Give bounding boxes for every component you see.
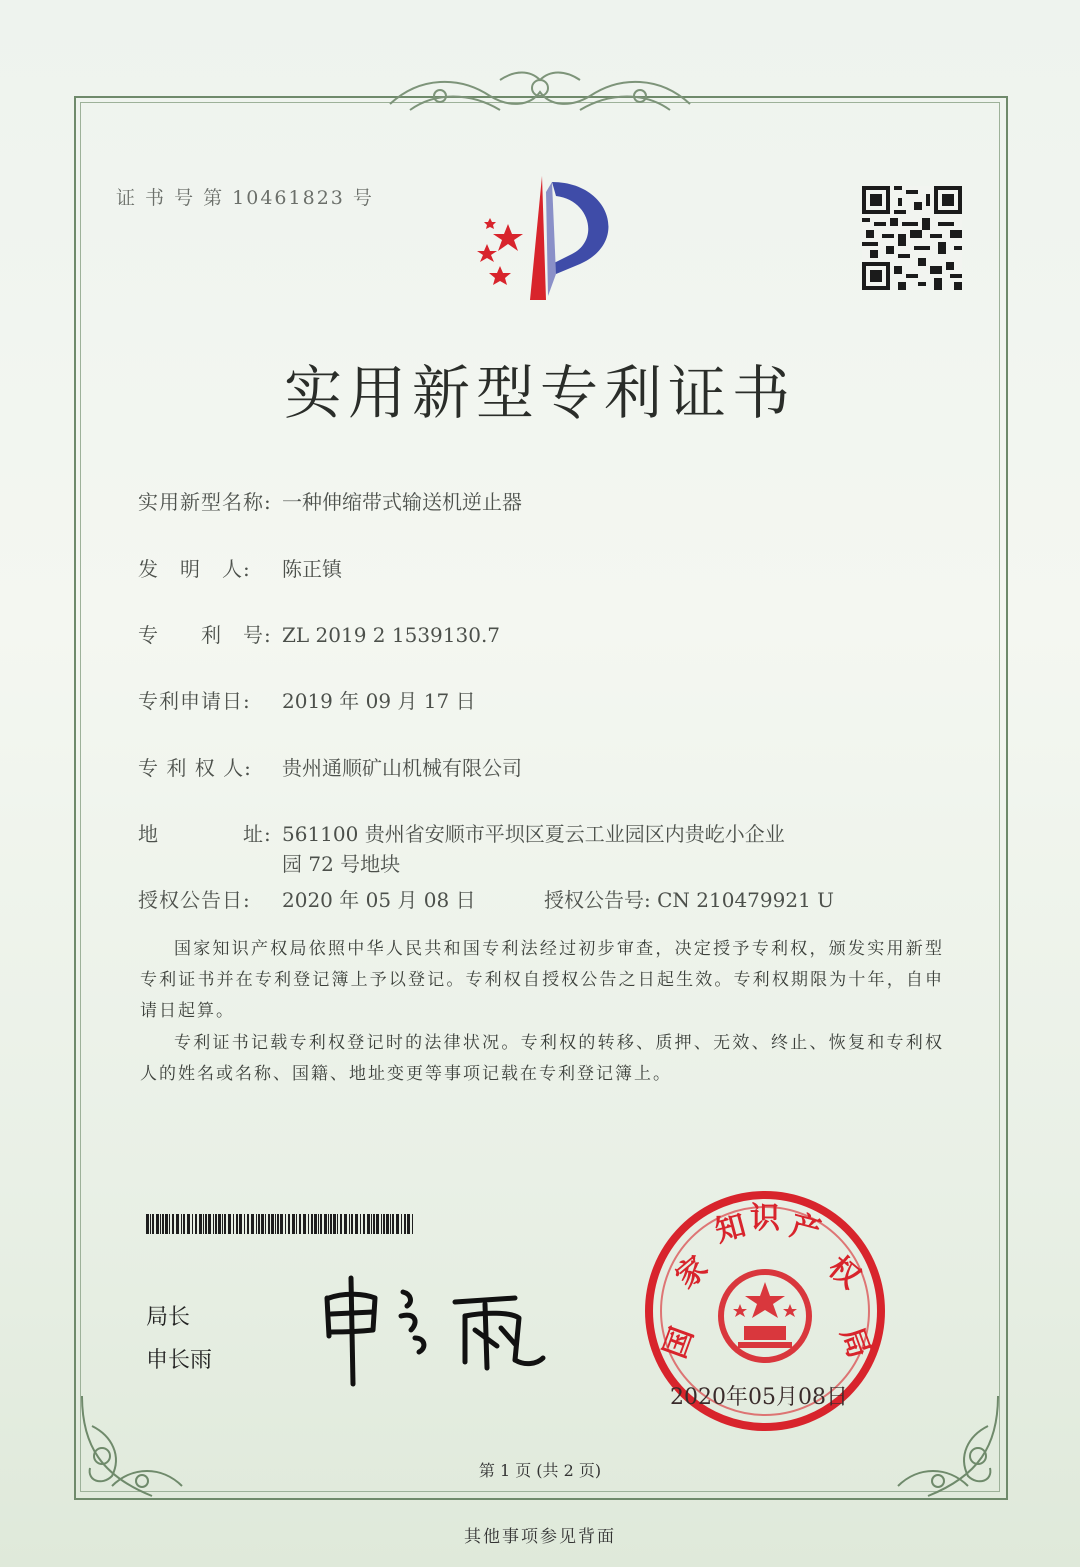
field-value: 一种伸缩带式输送机逆止器: [282, 490, 522, 514]
corner-ornament-right: [888, 1386, 1008, 1506]
corner-ornament-left: [72, 1386, 192, 1506]
field-label: 实用新型名称:: [138, 490, 272, 514]
field-label: 地 址:: [138, 822, 272, 846]
certificate-title: 实用新型专利证书: [283, 359, 796, 427]
director-signature: [315, 1272, 555, 1390]
field-patent-number: [138, 619, 500, 648]
field-label: 专利申请日:: [138, 689, 251, 713]
field-label: 发 明 人:: [138, 557, 251, 581]
field-value: 561100 贵州省安顺市平坝区夏云工业园区内贵屹小企业: [282, 822, 785, 846]
svg-text:国: 国: [657, 1322, 701, 1363]
svg-text:产: 产: [786, 1208, 825, 1250]
field-value: 贵州通顺矿山机械有限公司: [282, 756, 522, 780]
director-name: 申长雨: [146, 1348, 213, 1373]
field-value: 2020 年 05 月 08 日: [282, 888, 476, 912]
director-title: 局长: [146, 1305, 191, 1330]
top-ornament: [380, 66, 700, 128]
field-grant-number: [544, 884, 834, 913]
svg-text:权: 权: [821, 1249, 867, 1296]
footer-note: 其他事项参见背面: [464, 1527, 616, 1547]
field-utility-model-name: [138, 486, 522, 515]
field-value: CN 210479921 U: [657, 888, 835, 912]
field-label: 授权公告日:: [138, 888, 251, 912]
field-label: 专 利 权 人:: [138, 756, 252, 780]
field-patentee: [138, 752, 522, 781]
field-label: 专 利 号:: [138, 623, 272, 647]
field-address: [138, 818, 785, 847]
field-inventor: [138, 553, 342, 582]
field-value: 2019 年 09 月 17 日: [282, 689, 476, 713]
qr-code: [862, 186, 962, 290]
field-value: ZL 2019 2 1539130.7: [282, 623, 501, 647]
field-value: 陈正镇: [282, 557, 342, 581]
seal-date: 2020年05月08日: [670, 1385, 848, 1410]
svg-text:家: 家: [669, 1249, 715, 1296]
svg-text:识: 识: [750, 1201, 780, 1236]
field-grant-date: [138, 884, 476, 913]
page-indicator: 第 1 页 (共 2 页): [478, 1461, 602, 1480]
statement-paragraph-1: 国家知识产权局依照中华人民共和国专利法经过初步审查，决定授予专利权，颁发实用新型专利证书并在专利登记簿上予以登记。专利权自授权公告之日起生效。专利权期限为十年，自申请日起算。: [140, 939, 944, 1021]
field-address-line2: 园 72 号地块: [282, 852, 401, 876]
field-filing-date: [138, 685, 476, 714]
certificate-number: 证 书 号 第 10461823 号: [116, 187, 374, 209]
field-label: 授权公告号:: [544, 888, 651, 912]
svg-text:知: 知: [711, 1208, 750, 1250]
statement-paragraph-2: 专利证书记载专利权登记时的法律状况。专利权的转移、质押、无效、终止、恢复和专利权人的姓名或名称、国籍、地址变更等事项记载在专利登记簿上。: [140, 1033, 944, 1084]
barcode: [146, 1214, 416, 1234]
svg-text:局: 局: [833, 1322, 877, 1363]
cnipa-logo: [460, 172, 620, 302]
